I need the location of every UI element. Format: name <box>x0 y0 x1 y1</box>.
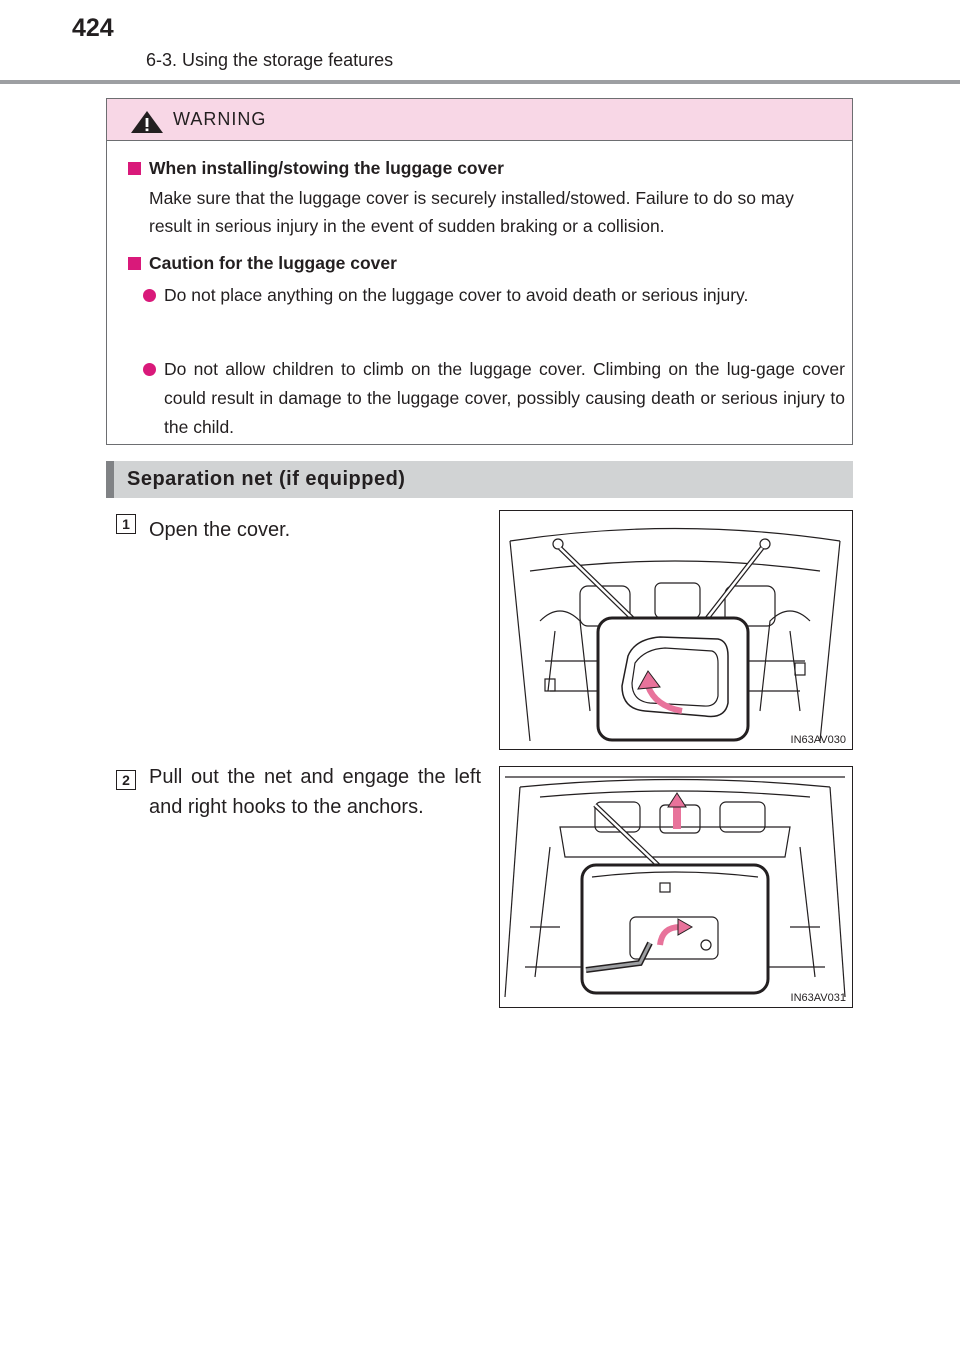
bullet-text: Do not allow children to climb on the luggage cover. Climbing on the lug-gage cover could result in damage to the luggage cover, possibly causing death or serious injury to the child. <box>164 359 845 437</box>
warning-title: WARNING <box>173 109 267 129</box>
bullet-text: Do not place anything on the luggage cover to avoid death or serious injury. <box>164 285 749 305</box>
figure-engage-hooks <box>499 766 853 1008</box>
step-number-1: 1 <box>116 514 136 534</box>
warning-heading-installing <box>128 158 504 179</box>
step-text-1: Open the cover. <box>149 519 291 541</box>
circle-bullet-icon <box>143 289 156 302</box>
illustration-cargo-area-hooks <box>500 767 851 1006</box>
running-head: 6-3. Using the storage features <box>146 50 394 70</box>
warning-triangle-icon <box>129 110 165 134</box>
heading-text: Caution for the luggage cover <box>149 253 397 273</box>
illustration-rear-seat-anchor <box>500 511 851 748</box>
warning-bullet <box>152 355 845 442</box>
circle-bullet-icon <box>143 363 156 376</box>
square-bullet-icon <box>128 162 141 175</box>
section-title: Separation net (if equipped) <box>127 468 406 490</box>
warning-bullet <box>152 281 845 310</box>
warning-heading-caution <box>128 253 397 274</box>
section-bar-tab <box>106 461 114 498</box>
warning-box <box>106 98 853 445</box>
figure-code: IN63AV031 <box>790 992 846 1004</box>
heading-text: When installing/stowing the luggage cover <box>149 158 504 178</box>
warning-body <box>107 140 852 444</box>
section-bar <box>106 461 853 498</box>
figure-open-cover <box>499 510 853 750</box>
step-text-2: Pull out the net and engage the left and right hooks to the anchors. <box>149 766 481 818</box>
page-number: 424 <box>72 14 114 42</box>
square-bullet-icon <box>128 257 141 270</box>
warning-paragraph: Make sure that the luggage cover is securely installed/stowed. Failure to do so may result in serious injury in the event of sudden braking or a collision. <box>149 188 794 236</box>
header-rule <box>0 80 960 84</box>
figure-code: IN63AV030 <box>790 734 846 746</box>
warning-header <box>107 99 852 141</box>
step-number-2: 2 <box>116 770 136 790</box>
